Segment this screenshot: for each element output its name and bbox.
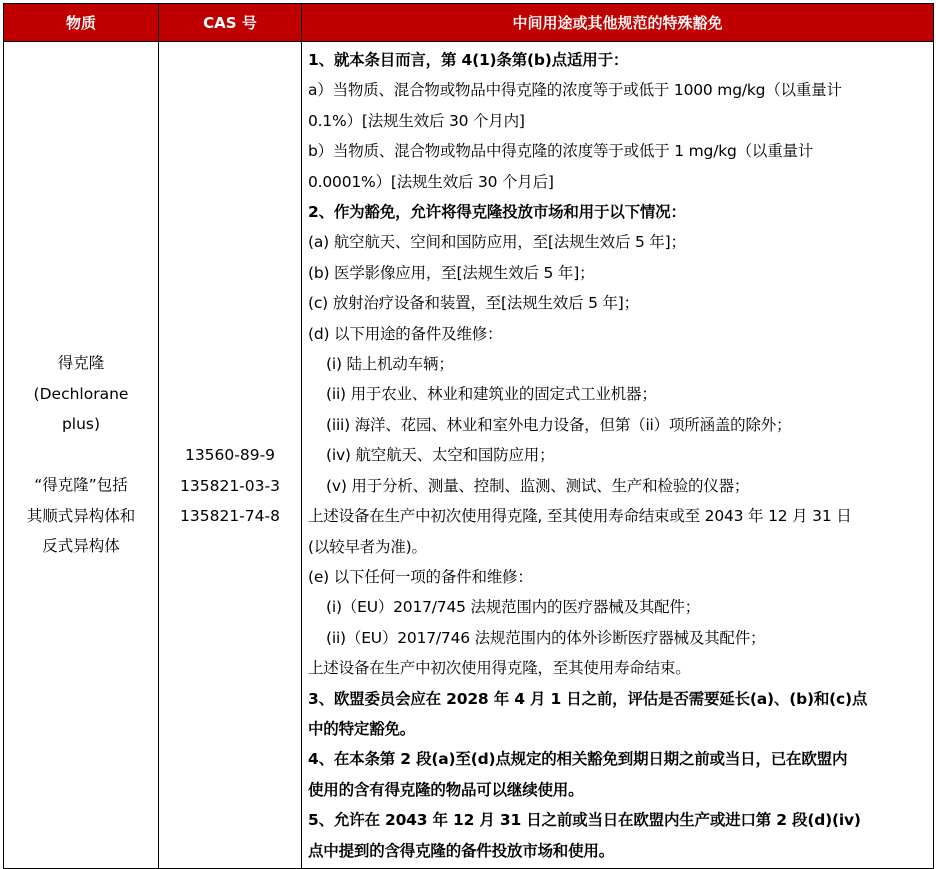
clause-2-d-v: (v) 用于分析、测量、控制、监测、测试、生产和检验的仪器； — [326, 476, 750, 495]
table-row — [4, 42, 934, 869]
header-substance: 物质 — [4, 4, 159, 42]
clause-5: 5、允许在 2043 年 12 月 31 日之前或当日在欧盟内生产或进口第 2 段(d)(iv) — [308, 811, 861, 830]
clause-1-b-cont: 0.0001%）[法规生效后 30 个月后] — [308, 172, 554, 191]
clause-2-c: (c) 放射治疗设备和装置，至[法规生效后 5 年]； — [308, 294, 639, 313]
header-row — [4, 4, 934, 42]
cas-cell — [159, 42, 302, 869]
clause-2-d-ii: (ii) 用于农业、林业和建筑业的固定式工业机器； — [326, 385, 657, 404]
substance-note: “得克隆”包括 — [34, 476, 128, 495]
regulation-table — [3, 3, 934, 869]
clause-2-e: (e) 以下任何一项的备件和维修： — [308, 567, 533, 586]
clause-2-e-note: 上述设备在生产中初次使用得克隆，至其使用寿命结束。 — [308, 659, 691, 678]
header-special-exemptions: 中间用途或其他规范的特殊豁免 — [302, 4, 934, 42]
clause-1-a-cont: 0.1%）[法规生效后 30 个月内] — [308, 111, 525, 130]
clause-4-cont: 使用的含有得克隆的物品可以继续使用。 — [308, 780, 584, 799]
substance-english-name: (Dechlorane — [33, 384, 129, 403]
clause-2-a: (a) 航空航天、空间和国防应用，至[法规生效后 5 年]； — [308, 233, 686, 252]
clause-2-d-iv: (iv) 航空航天、太空和国防应用； — [326, 446, 555, 465]
substance-english-name-cont: plus) — [61, 415, 101, 434]
clause-5-cont: 点中提到的含得克隆的备件投放市场和使用。 — [308, 841, 615, 860]
substance-cell — [4, 42, 159, 869]
clause-2-d-i: (i) 陆上机动车辆； — [326, 355, 454, 374]
clause-2-title: 2、作为豁免，允许将得克隆投放市场和用于以下情况： — [308, 203, 686, 222]
spacer — [8, 440, 154, 471]
clause-2-d-note: 上述设备在生产中初次使用得克隆, 至其使用寿命结束或至 2043 年 12 月 31 日 — [308, 507, 852, 526]
clause-3: 3、欧盟委员会应在 2028 年 4 月 1 日之前，评估是否需要延长(a)、(b)和(c)点 — [308, 689, 868, 708]
cas-number: 135821-03-3 — [180, 476, 280, 495]
clause-2-e-ii: (ii)（EU）2017/746 法规范围内的体外诊断医疗器械及其配件； — [326, 628, 766, 647]
clause-3-cont: 中的特定豁免。 — [308, 719, 416, 738]
clause-1-b: b）当物质、混合物或物品中得克隆的浓度等于或低于 1 mg/kg（以重量计 — [308, 142, 814, 161]
substance-note-cont: 反式异构体 — [42, 537, 120, 556]
substance-name: 得克隆 — [57, 354, 105, 373]
exemption-cell — [302, 42, 934, 869]
clause-2-d-iii: (iii) 海洋、花园、林业和室外电力设备，但第（ii）项所涵盖的除外； — [326, 415, 792, 434]
clause-4: 4、在本条第 2 段(a)至(d)点规定的相关豁免到期日期之前或当日，已在欧盟内 — [308, 750, 848, 769]
clause-2-e-i: (i)（EU）2017/745 法规范围内的医疗器械及其配件； — [326, 598, 701, 617]
clause-2-d: (d) 以下用途的备件及维修： — [308, 324, 503, 343]
clause-2-d-note-cont: (以较早者为准)。 — [308, 537, 427, 556]
clause-1-title: 1、就本条目而言，第 4(1)条第(b)点适用于： — [308, 51, 629, 69]
clause-1-a: a）当物质、混合物或物品中得克隆的浓度等于或低于 1000 mg/kg（以重量计 — [308, 81, 842, 100]
substance-note-cont: 其顺式异构体和 — [26, 506, 136, 525]
clause-2-b: (b) 医学影像应用，至[法规生效后 5 年]； — [308, 263, 595, 282]
cas-number: 13560-89-9 — [184, 446, 276, 465]
cas-number: 135821-74-8 — [180, 507, 280, 526]
header-cas-number: CAS 号 — [159, 4, 302, 42]
